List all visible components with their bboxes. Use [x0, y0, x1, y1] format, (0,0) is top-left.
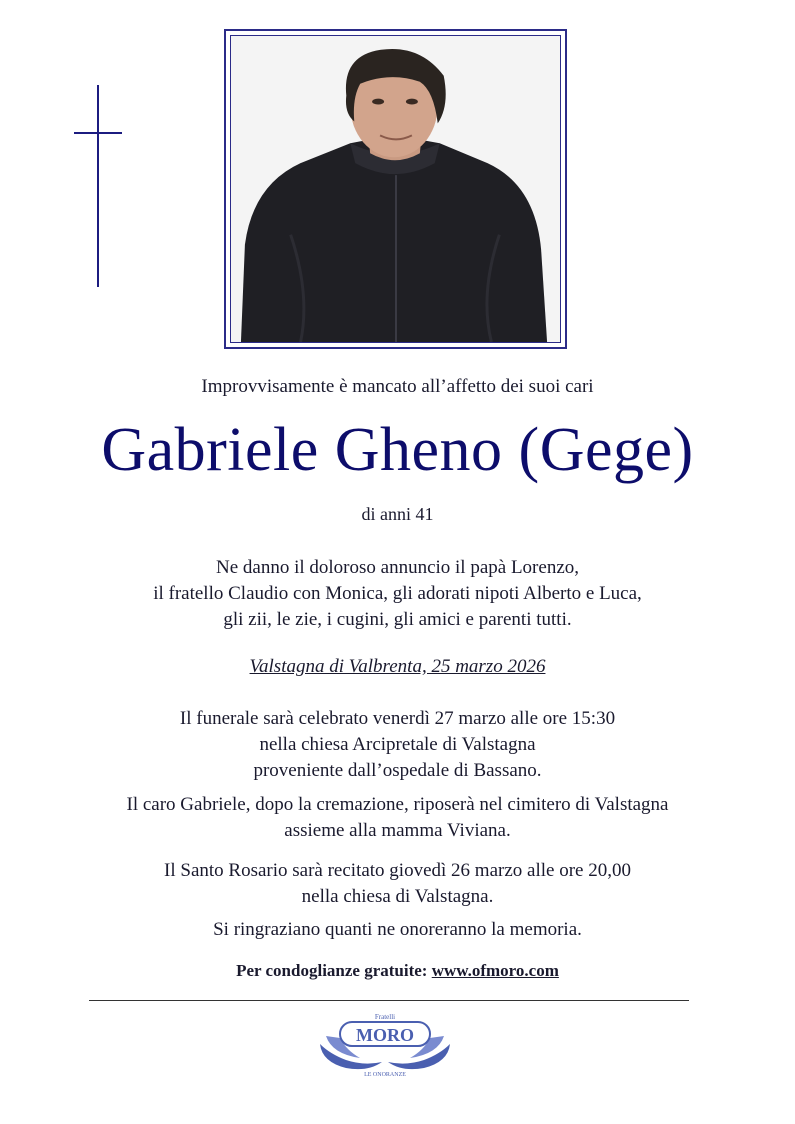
rosary-line: nella chiesa di Valstagna.	[301, 886, 494, 907]
hands-logo-icon	[316, 1010, 454, 1078]
cremation-info	[0, 792, 795, 844]
intro-text: Improvvisamente è mancato all’affetto dei suoi cari	[201, 376, 594, 397]
logo-bottom-text: LE ONORANZE	[364, 1072, 406, 1078]
funeral-line: Il funerale sarà celebrato venerdì 27 marzo alle ore 15:30	[179, 708, 616, 729]
funeral-info	[0, 706, 795, 784]
funeral-line: nella chiesa Arcipretale di Valstagna	[259, 734, 536, 755]
announce-line: gli zii, le zie, i cugini, gli amici e parenti tutti.	[223, 609, 572, 630]
funeral-line: proveniente dall’ospedale di Bassano.	[253, 760, 542, 781]
condolences	[0, 961, 795, 981]
logo-top-text: Fratelli	[374, 1013, 396, 1021]
latin-cross-icon	[74, 85, 122, 287]
logo-main-text: MORO	[356, 1025, 414, 1045]
place-date-text: Valstagna di Valbrenta, 25 marzo 2026	[249, 656, 546, 677]
rosary-info	[0, 858, 795, 910]
divider	[89, 1000, 689, 1001]
portrait-frame	[224, 29, 567, 349]
announcement	[0, 555, 795, 633]
condolences-label: Per condoglianze gratuite:	[236, 961, 428, 980]
cremation-line: assieme alla mamma Viviana.	[284, 820, 511, 841]
rosary-line: Il Santo Rosario sarà recitato giovedì 26 marzo alle ore 20,00	[164, 860, 631, 881]
condolences-link[interactable]: www.ofmoro.com	[431, 961, 559, 980]
age-text: di anni 41	[361, 504, 434, 524]
deceased-name: Gabriele Gheno (Gege)	[101, 416, 694, 484]
cremation-line: Il caro Gabriele, dopo la cremazione, riposerà nel cimitero di Valstagna	[126, 794, 669, 815]
thanks-text: Si ringraziano quanti ne onoreranno la memoria.	[213, 919, 582, 940]
place-date	[0, 656, 795, 678]
portrait-photo	[230, 35, 561, 343]
announce-line: Ne danno il doloroso annuncio il papà Lorenzo,	[215, 557, 579, 578]
announce-line: il fratello Claudio con Monica, gli adorati nipoti Alberto e Luca,	[153, 583, 642, 604]
